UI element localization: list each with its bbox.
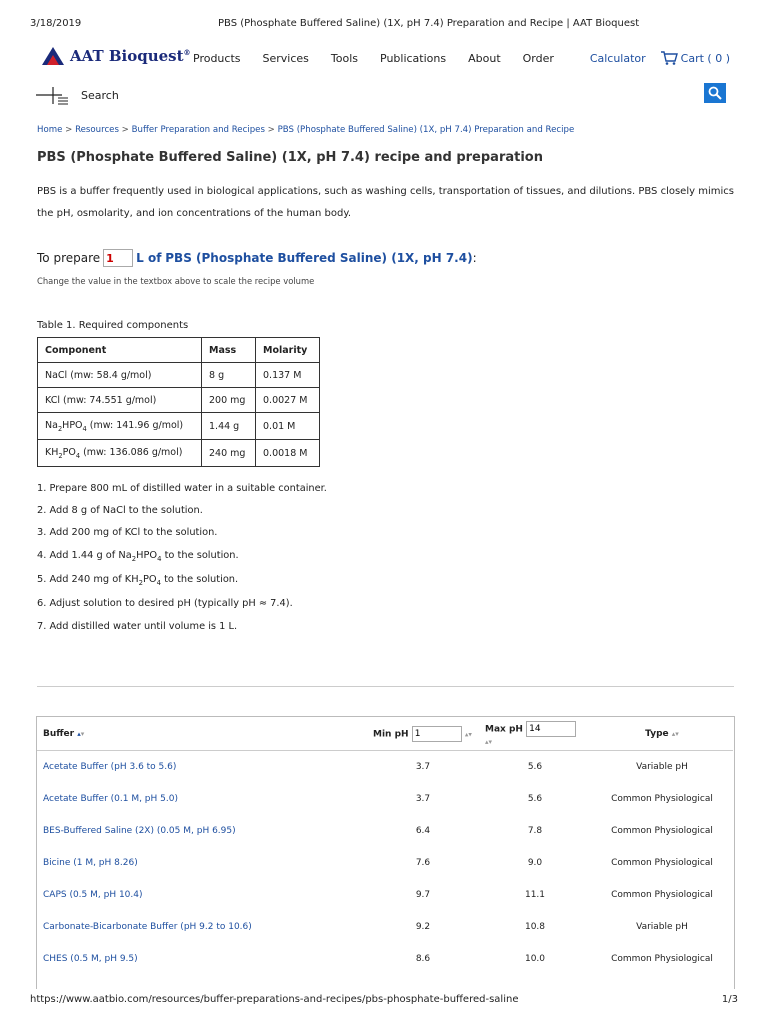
type-cell: Common Physiological xyxy=(611,794,713,804)
mass-cell: 200 mg xyxy=(202,388,256,413)
table-row xyxy=(37,911,733,943)
max-ph-cell: 10.0 xyxy=(524,954,546,964)
type-cell: Common Physiological xyxy=(611,890,713,900)
volume-input[interactable] xyxy=(103,249,133,267)
buffer-link[interactable]: Acetate Buffer (0.1 M, pH 5.0) xyxy=(43,794,178,804)
buffer-link[interactable]: Carbonate-Bicarbonate Buffer (pH 9.2 to 10.6) xyxy=(43,922,252,932)
calculator-link[interactable]: Calculator xyxy=(589,51,646,65)
nav-products[interactable]: Products xyxy=(193,52,241,65)
molarity-cell: 0.01 M xyxy=(256,413,320,440)
menu-icon[interactable] xyxy=(36,84,72,106)
buffer-header-row xyxy=(37,717,733,751)
search-button[interactable] xyxy=(704,83,726,103)
buffer-link[interactable]: CHES (0.5 M, pH 9.5) xyxy=(43,954,138,964)
prepare-suffix: : xyxy=(472,251,477,265)
table-row xyxy=(37,815,733,847)
nav-about[interactable]: About xyxy=(468,52,501,65)
max-ph-cell: 5.6 xyxy=(527,762,543,772)
min-ph-input[interactable] xyxy=(412,726,462,742)
table-row xyxy=(38,413,320,440)
prepare-buffer-name[interactable]: PBS (Phosphate Buffered Saline) (1X, pH 7.4) xyxy=(165,251,473,265)
max-ph-cell: 5.6 xyxy=(527,794,543,804)
logo-text: AAT Bioquest® xyxy=(70,47,191,65)
buffer-link[interactable]: Acetate Buffer (pH 3.6 to 5.6) xyxy=(43,762,177,772)
section-divider xyxy=(37,686,734,687)
search-input[interactable]: Search xyxy=(81,88,119,102)
prepare-prefix: To prepare xyxy=(37,251,101,265)
type-cell: Common Physiological xyxy=(611,954,713,964)
max-ph-cell: 7.8 xyxy=(527,826,543,836)
breadcrumb-resources[interactable]: Resources xyxy=(75,125,119,135)
type-cell: Common Physiological xyxy=(611,826,713,836)
buffer-link[interactable]: BES-Buffered Saline (2X) (0.05 M, pH 6.95) xyxy=(43,826,236,836)
table-row xyxy=(37,783,733,815)
min-ph-cell: 9.7 xyxy=(415,890,431,900)
step-7: 7. Add distilled water until volume is 1 L. xyxy=(37,621,238,632)
step-6: 6. Adjust solution to desired pH (typically pH ≈ 7.4). xyxy=(37,598,293,609)
prepare-row xyxy=(37,249,477,267)
buffer-link[interactable]: CAPS (0.5 M, pH 10.4) xyxy=(43,890,143,900)
molarity-cell: 0.137 M xyxy=(256,363,320,388)
logo-mark-icon xyxy=(40,46,66,66)
breadcrumb-buffer-recipes[interactable]: Buffer Preparation and Recipes xyxy=(131,125,265,135)
max-ph-cell: 10.8 xyxy=(524,922,546,932)
nav-order[interactable]: Order xyxy=(522,52,554,65)
table-row xyxy=(37,751,733,784)
step-5: 5. Add 240 mg of $KH_2PO_4$ to the solution. xyxy=(37,574,239,587)
header-molarity: Molarity xyxy=(256,338,320,363)
molarity-cell: 0.0027 M xyxy=(256,388,320,413)
account-nav xyxy=(590,51,730,65)
cart-link[interactable] xyxy=(660,51,730,65)
print-page-number: 1/3 xyxy=(721,994,738,1005)
type-cell: Variable pH xyxy=(636,922,688,932)
intro-text: PBS is a buffer frequently used in biological applications, such as washing cells, transportation of tissues, and dilutions. PBS closely mimics the pH, osmolarity, and ion concentrations of the human body. xyxy=(37,186,734,219)
mass-cell: 1.44 g xyxy=(202,413,256,440)
cart-label: Cart ( 0 ) xyxy=(680,51,730,65)
scale-hint: Change the value in the textbox above to scale the recipe volume xyxy=(37,276,315,286)
step-3: 3. Add 200 mg of KCl to the solution. xyxy=(37,527,218,538)
header-min-ph: Min pH 1 ▴▾ xyxy=(367,717,479,751)
type-cell: Common Physiological xyxy=(611,858,713,868)
table-row xyxy=(38,440,320,467)
min-ph-cell: 9.2 xyxy=(415,922,431,932)
logo[interactable] xyxy=(40,46,191,66)
min-ph-cell: 3.7 xyxy=(415,794,431,804)
buffer-table xyxy=(37,717,733,975)
component-cell: NaCl (mw: 58.4 g/mol) xyxy=(38,363,202,388)
step-2: 2. Add 8 g of NaCl to the solution. xyxy=(37,505,203,516)
table-caption: Table 1. Required components xyxy=(37,320,189,331)
max-ph-input[interactable] xyxy=(526,721,576,737)
main-nav xyxy=(193,52,554,65)
step-4: 4. Add 1.44 g of $Na_2HPO_4$ to the solution. xyxy=(37,550,239,563)
header-mass: Mass xyxy=(202,338,256,363)
min-ph-cell: 6.4 xyxy=(415,826,431,836)
prepare-unit: L of xyxy=(136,251,162,265)
page-title: PBS (Phosphate Buffered Saline) (1X, pH 7.4) recipe and preparation xyxy=(37,150,543,165)
table-row xyxy=(38,363,320,388)
component-cell: $Na_2HPO_4$ (mw: 141.96 g/mol) xyxy=(38,413,202,440)
mass-cell: 240 mg xyxy=(202,440,256,467)
breadcrumb-home[interactable]: Home xyxy=(37,125,63,135)
sort-icon[interactable]: ▴▾ xyxy=(485,737,493,746)
header-max-ph: Max pH 14 ▴▾ xyxy=(479,717,591,751)
print-title: PBS (Phosphate Buffered Saline) (1X, pH 7.4) Preparation and Recipe | AAT Bioquest xyxy=(218,18,640,29)
breadcrumb-current[interactable]: PBS (Phosphate Buffered Saline) (1X, pH 7.4) Preparation and Recipe xyxy=(277,125,575,135)
molarity-cell: 0.0018 M xyxy=(256,440,320,467)
cart-icon xyxy=(660,51,678,65)
table-header-row xyxy=(38,338,320,363)
type-cell: Variable pH xyxy=(636,762,688,772)
min-ph-cell: 3.7 xyxy=(415,762,431,772)
print-url: https://www.aatbio.com/resources/buffer-preparations-and-recipes/pbs-phosphate-buffered-saline xyxy=(30,994,519,1005)
nav-publications[interactable]: Publications xyxy=(380,52,447,65)
min-ph-cell: 7.6 xyxy=(415,858,431,868)
search-icon xyxy=(708,86,722,100)
sort-icon[interactable]: ▴▾ xyxy=(77,729,85,738)
buffer-link[interactable]: Bicine (1 M, pH 8.26) xyxy=(43,858,138,868)
breadcrumb: Home > Resources > Buffer Preparation and Recipes > PBS (Phosphate Buffered Saline) (1X, pH 7.4) Preparation and Recipe xyxy=(37,125,575,135)
sort-icon[interactable]: ▴▾ xyxy=(464,730,472,738)
search-row xyxy=(36,84,119,106)
component-cell: KCl (mw: 74.551 g/mol) xyxy=(38,388,202,413)
table-row xyxy=(37,943,733,975)
print-date: 3/18/2019 xyxy=(30,18,82,29)
max-ph-cell: 11.1 xyxy=(524,890,546,900)
min-ph-cell: 8.6 xyxy=(415,954,431,964)
component-cell: $KH_2PO_4$ (mw: 136.086 g/mol) xyxy=(38,440,202,467)
header-buffer[interactable]: Buffer ▴▾ xyxy=(37,717,367,751)
sort-icon[interactable]: ▴▾ xyxy=(671,729,679,738)
table-row xyxy=(37,879,733,911)
preparation-steps xyxy=(37,478,327,638)
nav-tools[interactable]: Tools xyxy=(330,52,358,65)
table-row xyxy=(38,388,320,413)
header-type[interactable]: Type ▴▾ xyxy=(591,717,733,751)
header-component: Component xyxy=(38,338,202,363)
components-table xyxy=(37,337,320,467)
max-ph-cell: 9.0 xyxy=(527,858,543,868)
table-row xyxy=(37,847,733,879)
nav-services[interactable]: Services xyxy=(262,52,309,65)
step-1: 1. Prepare 800 mL of distilled water in a suitable container. xyxy=(37,483,327,494)
mass-cell: 8 g xyxy=(202,363,256,388)
